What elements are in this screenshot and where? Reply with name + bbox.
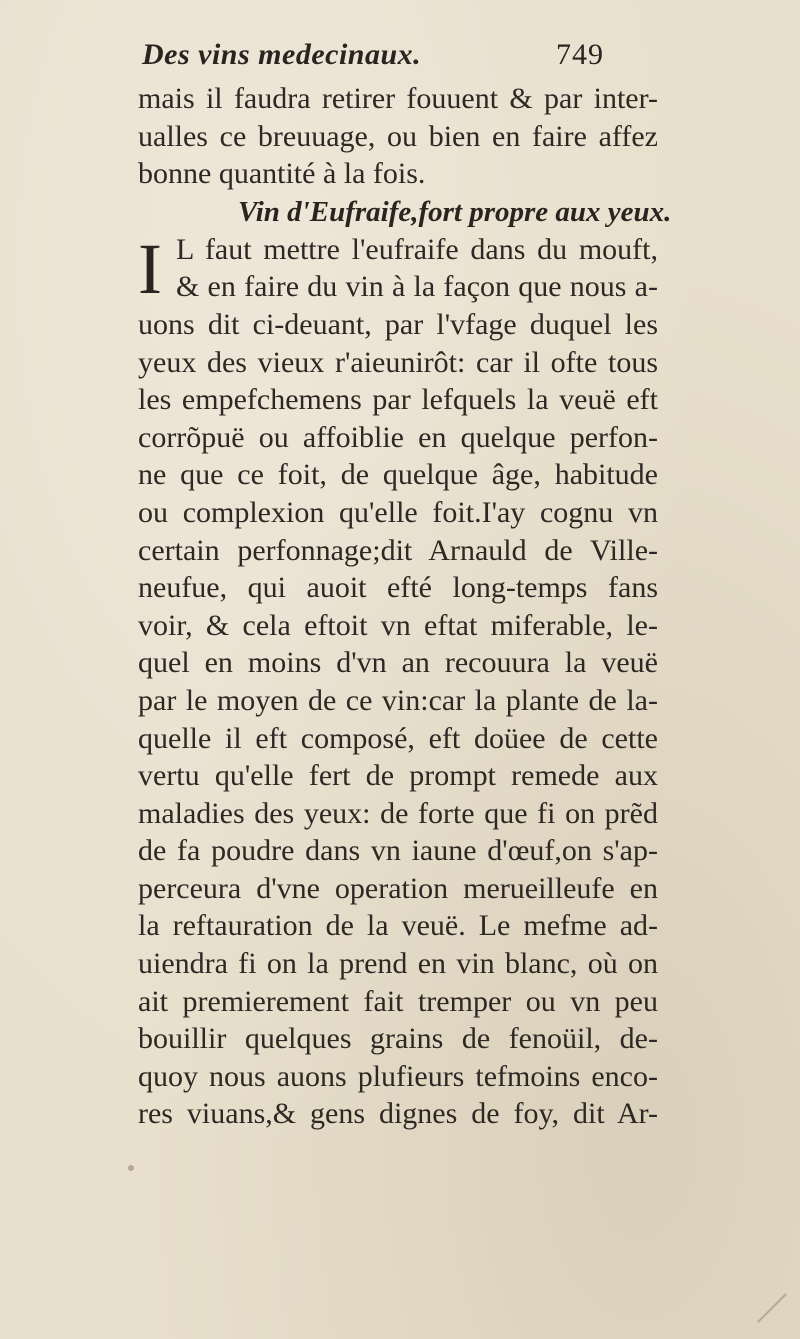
text-line: voir, & cela eftoit vn eftat miferable, le- [138, 608, 658, 642]
text-line: quelle il eft composé, eft doüee de cette [138, 721, 658, 755]
running-head-title: Des vins medecinaux. [142, 38, 422, 71]
section-heading: Vin d'Eufraife,fort propre aux yeux. [238, 195, 672, 228]
text-line: par le moyen de ce vin:car la plante de la- [138, 683, 658, 717]
text-line: maladies des yeux: de forte que fi on prẽd [138, 796, 658, 830]
text-line: uiendra fi on la prend en vin blanc, où on [138, 947, 658, 981]
text-line: bouillir quelques grains de fenoüil, de- [138, 1022, 658, 1056]
text-line: uons dit ci-deuant, par l'vfage duquel les [138, 307, 658, 341]
text-line: certain perfonnage;dit Arnauld de Ville- [138, 533, 658, 567]
paragraph-opening [138, 228, 658, 309]
text-line: & en faire du vin à la façon que nous a- [176, 270, 658, 304]
text-line: yeux des vieux r'aieunirôt: car il ofte tous [138, 345, 658, 379]
text-block [138, 80, 672, 1133]
text-line: res viuans,& gens dignes de foy, dit Ar- [138, 1097, 658, 1131]
drop-cap: I [138, 228, 162, 309]
running-head [0, 38, 800, 82]
text-line: de fa poudre dans vn iaune d'œuf,on s'ap- [138, 834, 658, 868]
text-line: perceura d'vne operation merueilleufe en [138, 871, 658, 905]
text-line: L faut mettre l'eufraife dans du mouft, [176, 232, 658, 266]
text-line: ualles ce breuuage, ou bien en faire affez [138, 119, 658, 153]
text-line: neufue, qui auoit efté long-temps fans [138, 571, 658, 605]
text-line: la reftauration de la veuë. Le mefme ad- [138, 909, 658, 943]
text-line: les empefchemens par lefquels la veuë eft [138, 383, 658, 417]
text-line: quel en moins d'vn an recouura la veuë [138, 646, 658, 680]
text-line: ne que ce foit, de quelque âge, habitude [138, 458, 658, 492]
text-line: vertu qu'elle fert de prompt remede aux [138, 759, 658, 793]
ink-smudge [128, 1165, 134, 1171]
paper-crease [757, 1293, 787, 1323]
text-line: ait premierement fait tremper ou vn peu [138, 984, 658, 1018]
text-line: bonne quantité à la fois. [138, 157, 426, 191]
text-line: quoy nous auons plufieurs tefmoins enco- [138, 1059, 658, 1093]
page-number: 749 [556, 38, 604, 71]
text-line: corrõpuë ou affoiblie en quelque perfon- [138, 420, 658, 454]
text-line: ou complexion qu'elle foit.I'ay cognu vn [138, 495, 658, 529]
text-line: mais il faudra retirer fouuent & par inter- [138, 82, 658, 115]
